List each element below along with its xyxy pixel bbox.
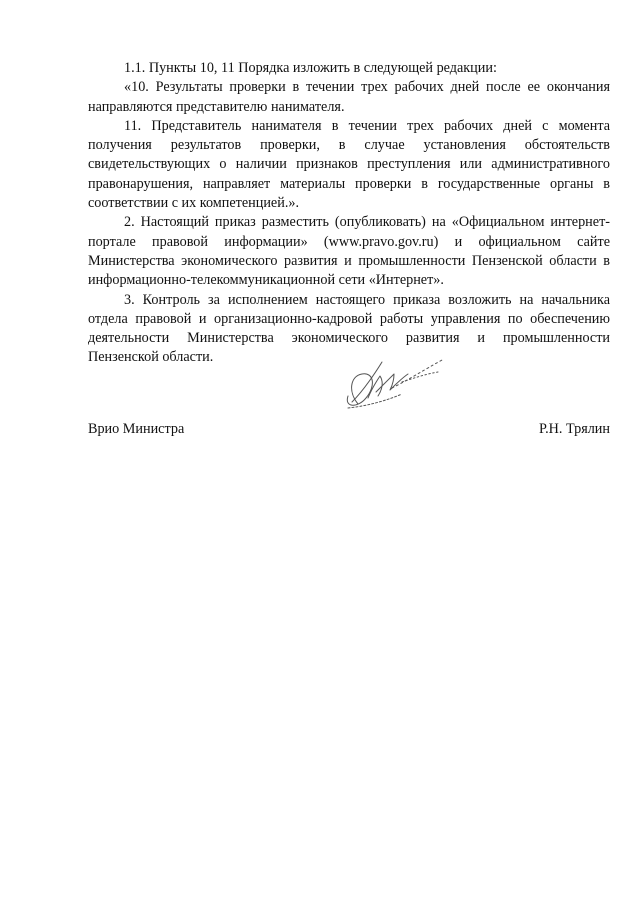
paragraph-1-1: 1.1. Пункты 10, 11 Порядка изложить в следующей редакции: [124,60,497,76]
paragraph-3: 3. Контроль за исполнением настоящего приказа возложить на начальника отдела правовой и организационно-кадровой работы управления по обеспечению деятельности Министерства экономического развития и промышленности Пензенской области. [88,291,610,366]
signature-block [88,420,610,442]
paragraph-2: 2. Настоящий приказ разместить (опубликовать) на «Официальном интернет-портале правовой информации» (www.pravo.gov.ru) и официальном сайте Министерства экономического развития и промышленности Пензенской области в информационно-телекоммуникационной сети «Интернет». [88,214,610,289]
paragraph-item-10: «10. Результаты проверки в течении трех рабочих дней после ее окончания направляются представителю нанимателя. [88,79,610,115]
handwritten-signature [318,352,448,424]
signatory-position: Врио Министра [88,421,185,437]
document-body [88,59,610,368]
paragraph-item-11: 11. Представитель нанимателя в течении трех рабочих дней с момента получения результатов проверки, в случае установления обстоятельств свидетельствующих о наличии признаков преступления или административного правонарушения, направляет материалы проверки в государственные органы в соответствии с их компетенцией.». [88,117,610,212]
signatory-name: Р.Н. Трялин [538,421,610,437]
